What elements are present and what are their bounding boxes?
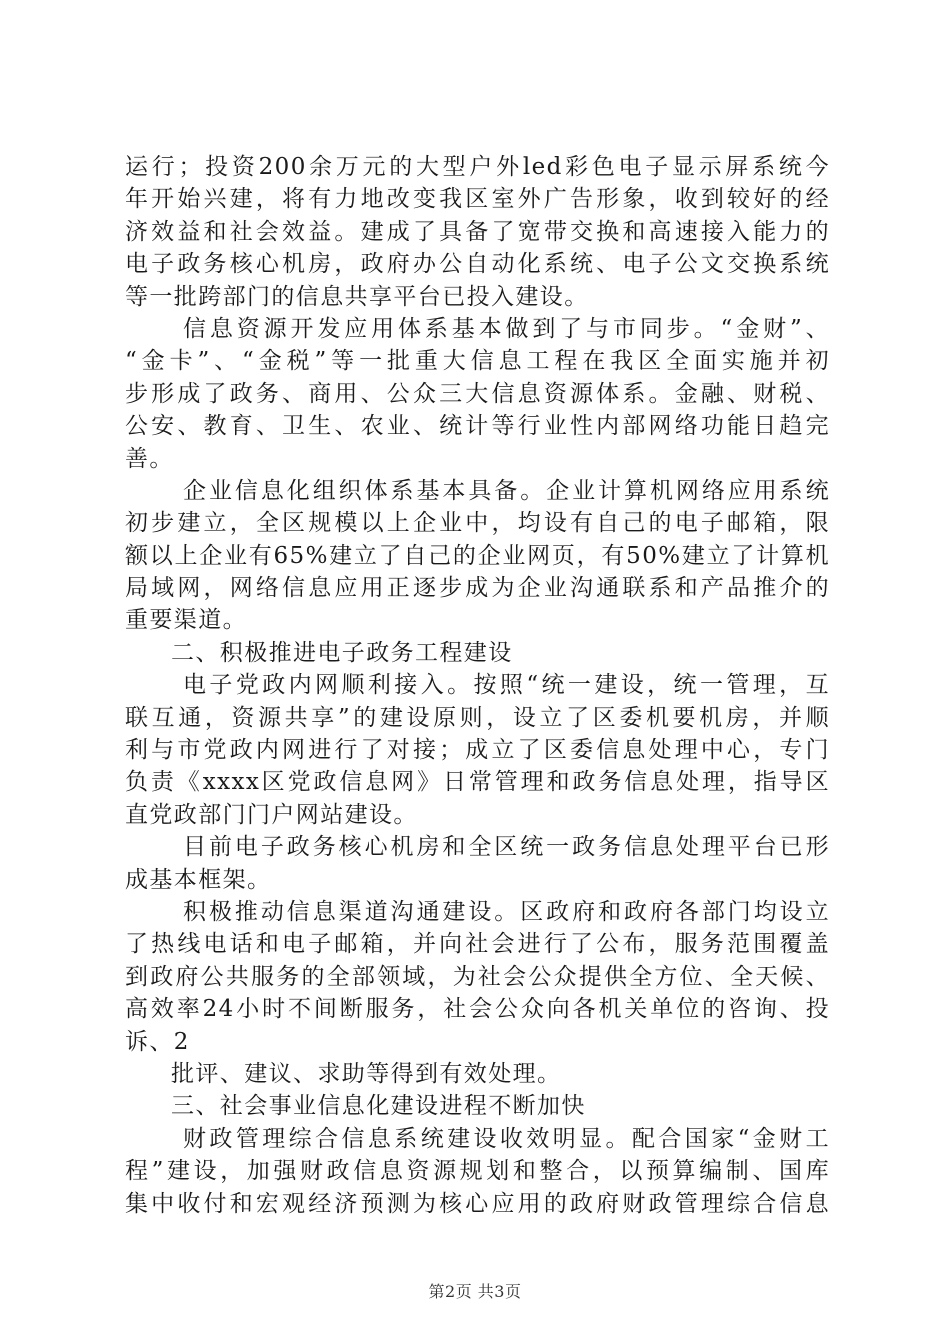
text-line: 局域网，网络信息应用正逐步成为企业沟通联系和产品推介的 <box>125 575 830 602</box>
paragraph-start-line: 批评、建议、求助等得到有效处理。 <box>171 1060 562 1087</box>
document-body <box>125 151 830 1220</box>
paragraph-start-line: 企业信息化组织体系基本具备。企业计算机网络应用系统 <box>183 477 830 504</box>
text-line: 到政府公共服务的全部领域，为社会公众提供全方位、全天候、 <box>125 963 830 990</box>
text-line: 额以上企业有65%建立了自己的企业网页，有50%建立了计算机 <box>125 542 830 569</box>
paragraph-start-line: 信息资源开发应用体系基本做到了与市同步。“金财”、 <box>183 315 830 342</box>
text-line: 步形成了政务、商用、公众三大信息资源体系。金融、财税、 <box>125 380 830 407</box>
page-number-footer: 第2页 共3页 <box>428 1282 522 1301</box>
text-line: 利与市党政内网进行了对接；成立了区委信息处理中心，专门 <box>125 737 830 764</box>
text-line: 联互通，资源共享”的建设原则，设立了区委机要机房，并顺 <box>125 704 830 731</box>
paragraph-start-line: 财政管理综合信息系统建设收效明显。配合国家“金财工 <box>183 1125 830 1152</box>
text-line: 运行；投资200余万元的大型户外led彩色电子显示屏系统今 <box>125 154 830 180</box>
text-line: 高效率24小时不间断服务，社会公众向各机关单位的咨询、投 <box>125 996 830 1023</box>
paragraph-start-line: 目前电子政务核心机房和全区统一政务信息处理平台已形 <box>183 834 830 861</box>
text-line: 年开始兴建，将有力地改变我区室外广告形象，收到较好的经 <box>125 186 830 213</box>
text-line: 重要渠道。 <box>125 607 247 634</box>
text-line: 直党政部门门户网站建设。 <box>125 801 418 828</box>
text-line: 初步建立，全区规模以上企业中，均设有自己的电子邮箱，限 <box>125 510 830 537</box>
paragraph-start-line: 电子党政内网顺利接入。按照“统一建设，统一管理，互 <box>183 672 830 699</box>
text-line: 负责《xxxx区党政信息网》日常管理和政务信息处理，指导区 <box>125 769 830 796</box>
text-line: 等一批跨部门的信息共享平台已投入建设。 <box>125 283 589 310</box>
text-line: 电子政务核心机房，政府办公自动化系统、电子公文交换系统 <box>125 251 830 278</box>
text-line: 成基本框架。 <box>125 866 272 893</box>
text-line: 诉、2 <box>125 1028 190 1055</box>
section-heading: 二、积极推进电子政务工程建设 <box>171 639 513 666</box>
section-heading: 三、社会事业信息化建设进程不断加快 <box>171 1093 586 1120</box>
text-line: 集中收付和宏观经济预测为核心应用的政府财政管理综合信息 <box>125 1190 830 1217</box>
paragraph-start-line: 积极推动信息渠道沟通建设。区政府和政府各部门均设立 <box>183 898 830 925</box>
text-line: 济效益和社会效益。建成了具备了宽带交换和高速接入能力的 <box>125 218 830 245</box>
text-line: 了热线电话和电子邮箱，并向社会进行了公布，服务范围覆盖 <box>125 931 830 958</box>
text-line: 程”建设，加强财政信息资源规划和整合，以预算编制、国库 <box>125 1158 830 1185</box>
text-line: “金卡”、“金税”等一批重大信息工程在我区全面实施并初 <box>125 348 830 375</box>
text-line: 善。 <box>125 445 174 472</box>
text-line: 公安、教育、卫生、农业、统计等行业性内部网络功能日趋完 <box>125 413 830 440</box>
